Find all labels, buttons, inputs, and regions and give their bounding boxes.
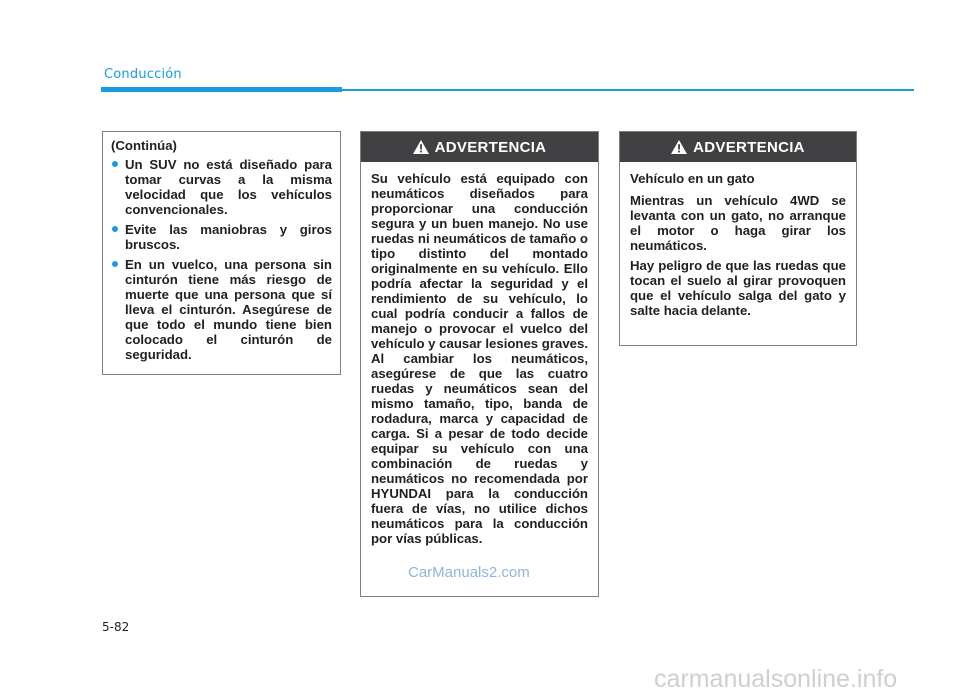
warning-title: ADVERTENCIA bbox=[434, 138, 547, 156]
section-title: Conducción bbox=[104, 67, 182, 82]
bullet-icon bbox=[112, 226, 118, 232]
page-number: 5-82 bbox=[102, 620, 130, 634]
list-item-text: Evite las maniobras y giros bruscos. bbox=[125, 222, 332, 252]
list-item-text: Un SUV no está diseñado para tomar curvas a la misma velocidad que los vehículos convencionales. bbox=[125, 157, 332, 217]
bullet-icon bbox=[112, 161, 118, 167]
bullet-list bbox=[111, 157, 332, 362]
footer-watermark: carmanualsonline.info bbox=[654, 665, 898, 693]
warning-header bbox=[361, 132, 598, 162]
continued-heading: (Continúa) bbox=[111, 138, 177, 153]
watermark: CarManuals2.com bbox=[408, 564, 530, 581]
warning-title: ADVERTENCIA bbox=[693, 138, 805, 156]
warning-triangle-icon bbox=[413, 140, 429, 154]
warning-subtitle: Vehículo en un gato bbox=[630, 171, 755, 186]
warning-paragraph: Mientras un vehículo 4WD se levanta con un gato, no arranque el motor o haga girar los neumáticos. bbox=[630, 193, 846, 253]
list-item bbox=[111, 222, 332, 252]
warning-text: Su vehículo está equipado con neumáticos diseñados para proporcionar una conducción segura y un buen manejo. No use ruedas ni neumáticos de tamaño o tipo distinto del montado originalmente en su vehículo. Ello podría afectar la seguridad y el rendimiento de su vehículo, lo cual podría conducir a fallos de manejo o provocar el vuelco del vehículo y causar lesiones graves. Al cambiar los neumáticos, asegúrese de que las cuatro ruedas y neumáticos sean del mismo tamaño, tipo, banda de rodadura, marca y capacidad de carga. Si a pesar de todo decide equipar su vehículo con una combinación de ruedas y neumáticos no recomendada por HYUNDAI para la conducción fuera de vías, no utilice dichos neumáticos para la conducción por vías públicas. bbox=[371, 171, 588, 546]
continued-box bbox=[102, 131, 341, 375]
list-item-text: En un vuelco, una persona sin cinturón tiene más riesgo de muerte que una persona que sí lleva el cinturón. Asegúrese de que todo el mundo tiene bien colocado el cinturón de seguridad. bbox=[125, 257, 332, 362]
warning-paragraph: Hay peligro de que las ruedas que tocan el suelo al girar provoquen que el vehículo salga del gato y salte hacia delante. bbox=[630, 258, 846, 318]
bullet-icon bbox=[112, 261, 118, 267]
list-item bbox=[111, 157, 332, 217]
header-rule-thick bbox=[101, 87, 342, 92]
warning-box-jack bbox=[619, 131, 857, 346]
list-item bbox=[111, 257, 332, 362]
warning-box-tires bbox=[360, 131, 599, 597]
warning-triangle-icon bbox=[671, 140, 687, 154]
header-rule-thin bbox=[342, 89, 914, 91]
warning-header bbox=[620, 132, 856, 162]
